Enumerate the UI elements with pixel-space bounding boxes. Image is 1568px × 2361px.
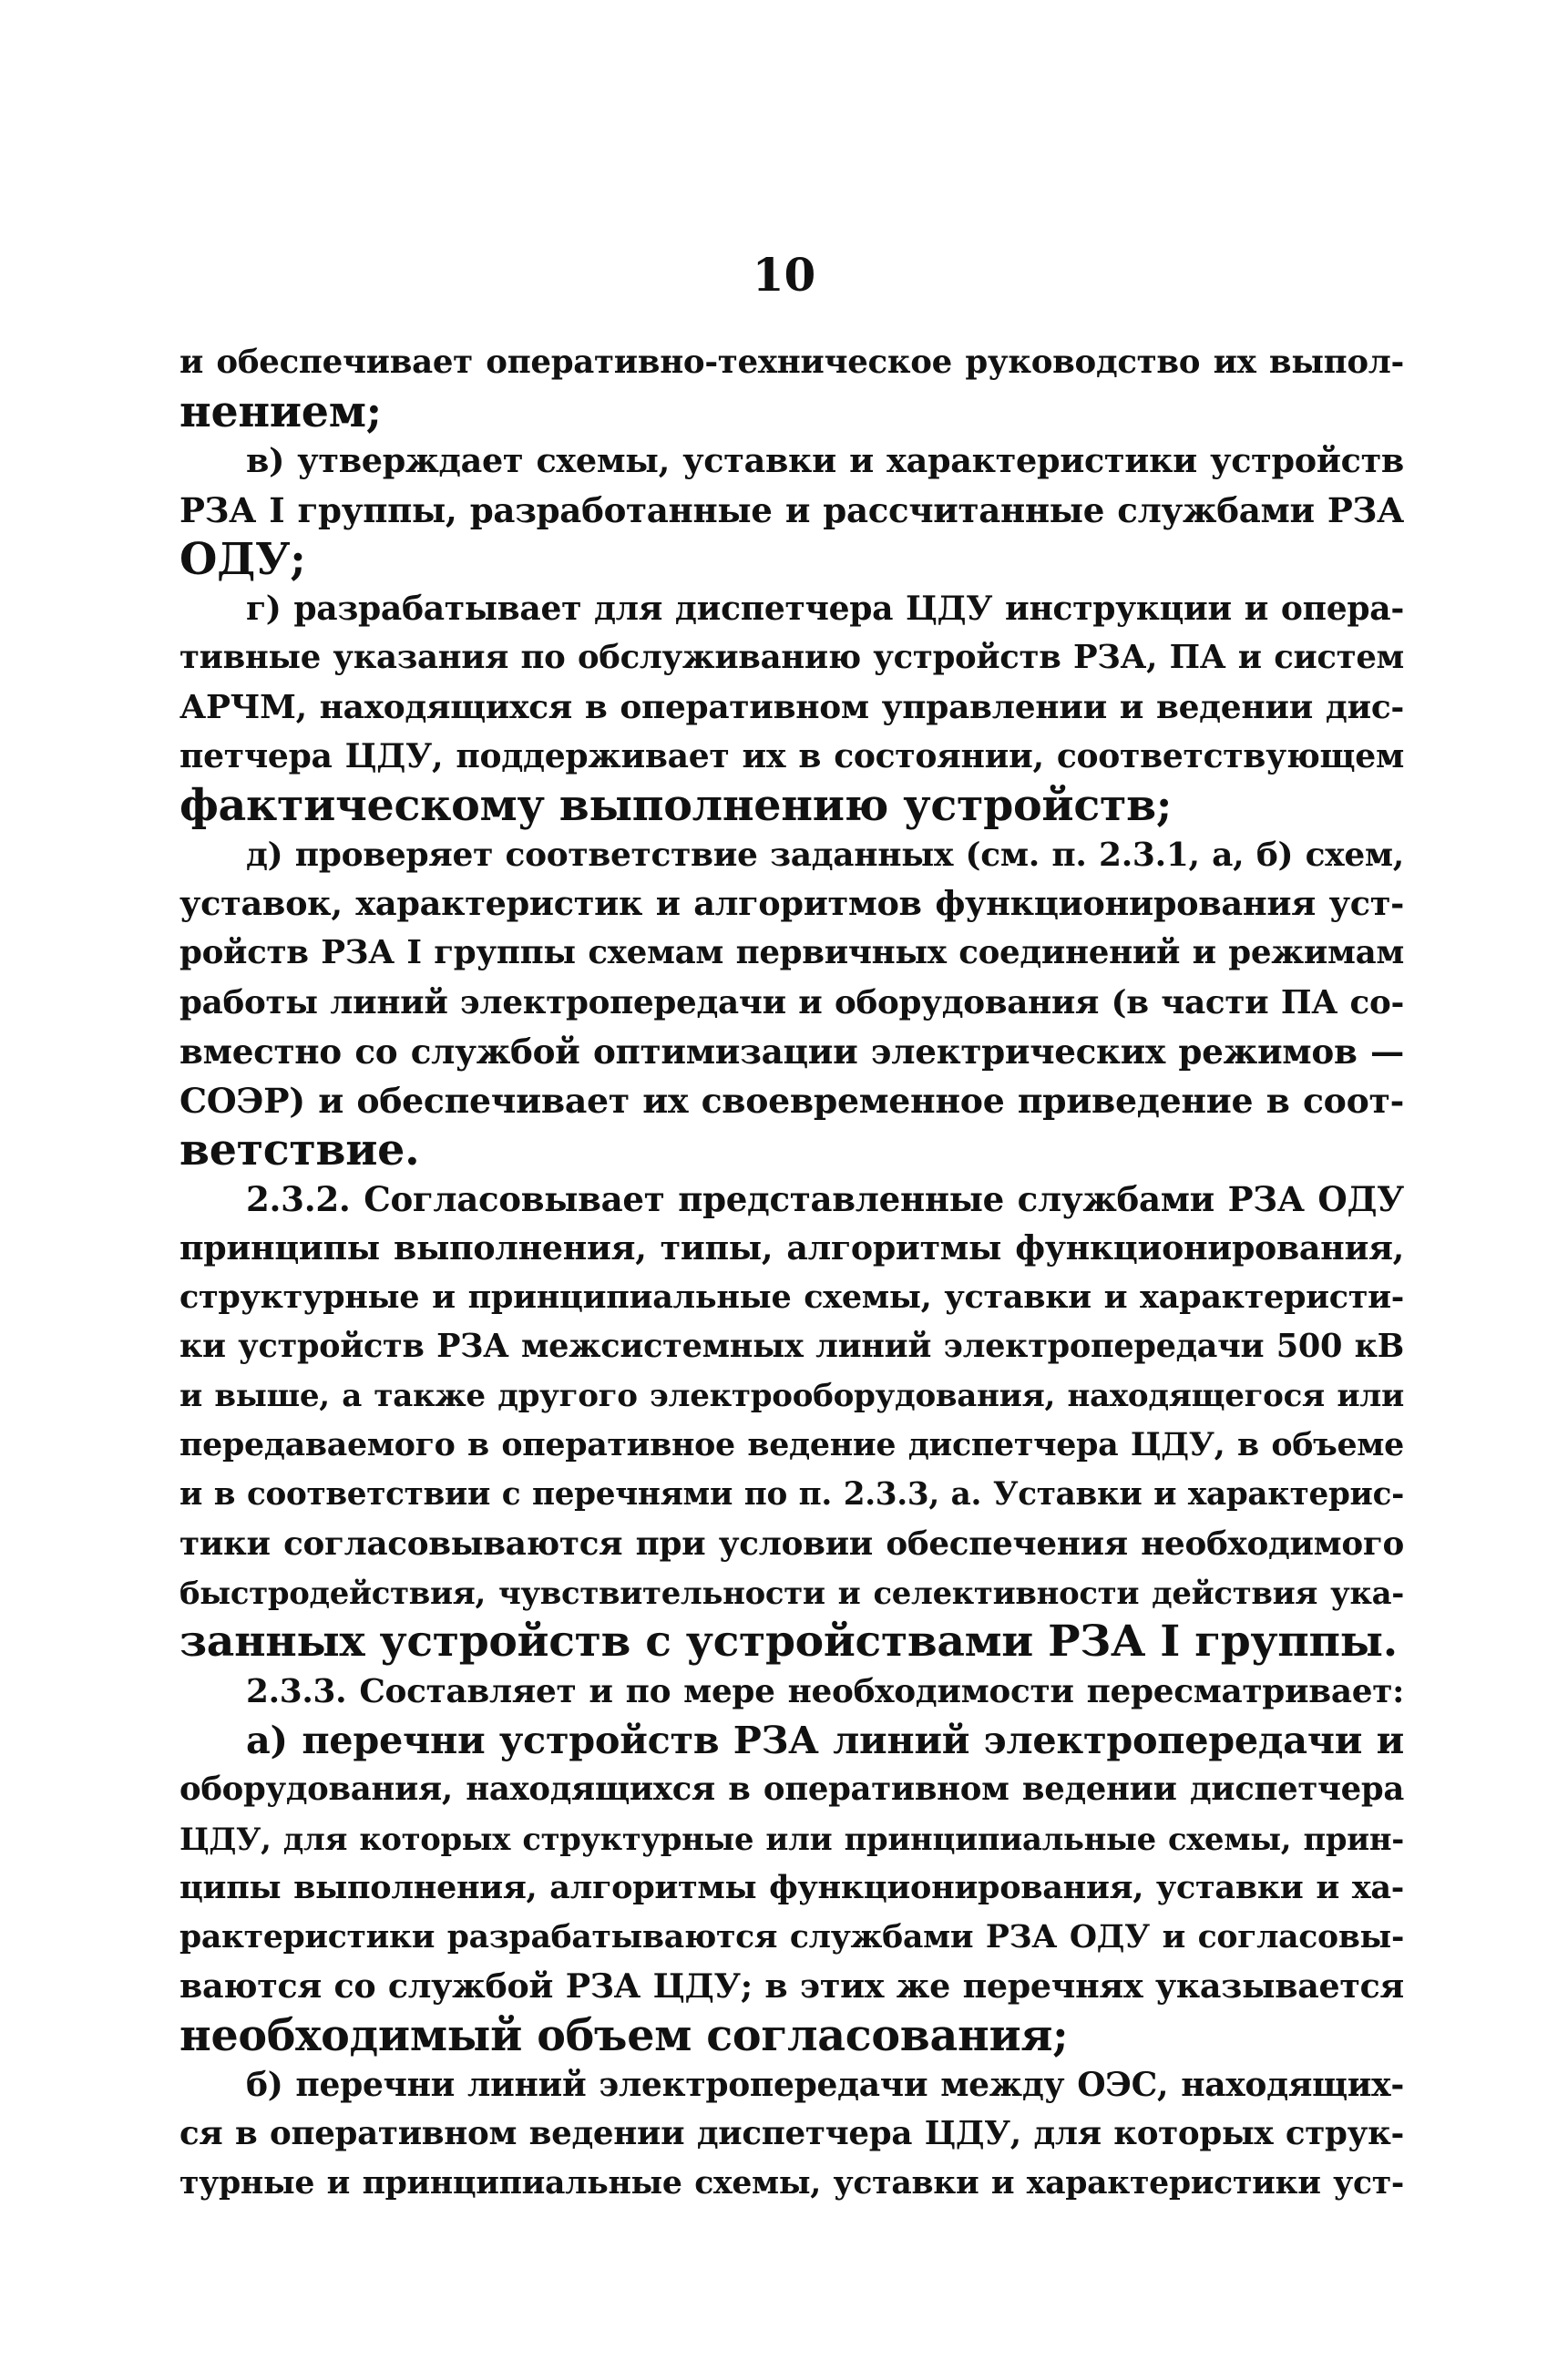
text-line: ся в оперативном ведении диспетчера ЦДУ, для которых струк- (179, 2115, 1404, 2152)
text-line: ОДУ; (179, 535, 306, 584)
text-line: 2.3.2. Согласовывает представленные службами РЗА ОДУ (246, 1179, 1404, 1219)
text-line: уставок, характеристик и алгоритмов функционирования уст- (179, 884, 1404, 923)
text-line: передаваемого в оперативное ведение диспетчера ЦДУ, в объеме (179, 1426, 1404, 1463)
text-line: структурные и принципиальные схемы, уставки и характеристи- (179, 1278, 1404, 1316)
text-line: а) перечни устройств РЗА линий электропередачи и (246, 1718, 1404, 1762)
body-text (179, 338, 1404, 2208)
text-line: и в соответствии с перечнями по п. 2.3.3, а. Уставки и характерис- (179, 1476, 1404, 1513)
text-line: занных устройств с устройствами РЗА I группы. (179, 1617, 1398, 1667)
page-number: 10 (752, 248, 816, 302)
text-line: и обеспечивает оперативно-техническое руководство их выпол- (179, 344, 1404, 381)
text-line: ветствие. (179, 1125, 420, 1175)
text-line: г) разрабатывает для диспетчера ЦДУ инструкции и опера- (246, 589, 1404, 628)
text-line: необходимый объем согласования; (179, 2011, 1069, 2060)
text-line: б) перечни линий электропередачи между ОЭС, находящих- (246, 2066, 1404, 2104)
text-line: принципы выполнения, типы, алгоритмы функционирования, (179, 1228, 1404, 1268)
text-line: вместно со службой оптимизации электрических режимов — (179, 1032, 1404, 1072)
text-line: РЗА I группы, разработанные и рассчитанные службами РЗА (179, 490, 1404, 530)
text-line: ваются со службой РЗА ЦДУ; в этих же перечнях указывается (179, 1966, 1404, 2006)
text-line: рактеристики разрабатываются службами РЗА ОДУ и согласовы- (179, 1919, 1404, 1956)
text-line: оборудования, находящихся в оперативном ведении диспетчера (179, 1771, 1404, 1808)
text-line: петчера ЦДУ, поддерживает их в состоянии, соответствующем (179, 736, 1404, 775)
text-line: быстродействия, чувствительности и селективности действия ука- (179, 1575, 1404, 1611)
text-line: и выше, а также другого электрооборудования, находящегося или (179, 1378, 1404, 1414)
text-line: ройств РЗА I группы схемам первичных соединений и режимам (179, 934, 1404, 971)
text-line: СОЭР) и обеспечивает их своевременное приведение в соот- (179, 1080, 1404, 1121)
text-line: АРЧМ, находящихся в оперативном управлении и ведении дис- (179, 688, 1404, 726)
text-line: ЦДУ, для которых структурные или принципиальные схемы, прин- (179, 1821, 1404, 1857)
text-line: тики согласовываются при условии обеспечения необходимого (179, 1524, 1404, 1563)
text-line: турные и принципиальные схемы, уставки и характеристики уст- (179, 2164, 1404, 2202)
text-line: д) проверяет соответствие заданных (см. п. 2.3.1, а, б) схем, (246, 836, 1404, 874)
text-line: тивные указания по обслуживанию устройств РЗА, ПА и систем (179, 639, 1404, 676)
text-line: в) утверждает схемы, уставки и характеристики устройств (246, 441, 1404, 480)
text-line: ки устройств РЗА межсистемных линий электропередачи 500 кВ (179, 1328, 1404, 1365)
text-line: ципы выполнения, алгоритмы функционирования, уставки и ха- (179, 1869, 1404, 1906)
text-line: нением; (179, 387, 382, 436)
text-line: фактическому выполнению устройств; (179, 781, 1173, 830)
text-line: 2.3.3. Составляет и по мере необходимости пересматривает: (246, 1672, 1404, 1710)
text-line: работы линий электропередачи и оборудования (в части ПА со- (179, 983, 1404, 1021)
